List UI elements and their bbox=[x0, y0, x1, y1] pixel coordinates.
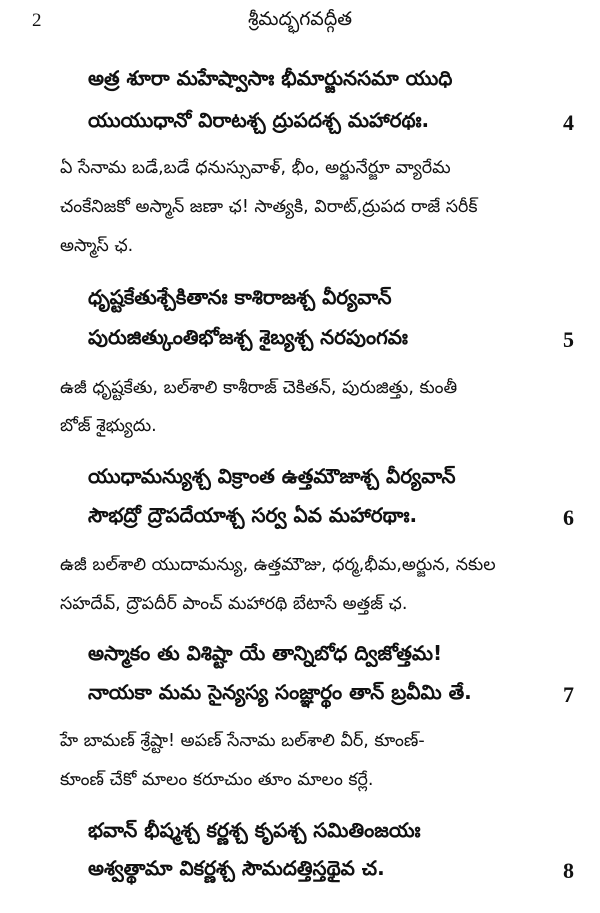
translation-line: బోజ్ శైభ్యుదు. bbox=[60, 416, 157, 436]
verse-number: 8 bbox=[563, 858, 574, 883]
sloka-line: భవాన్ భీష్మశ్చ కర్ణశ్చ కృపశ్చ సమితింజయః bbox=[88, 818, 421, 842]
sloka-line: ధృష్టకేతుశ్చేకితానః కాశిరాజశ్చ వీర్యవాన్ bbox=[88, 285, 392, 309]
translation-line: ఉజీ ధృష్టకేతు, బల్‌శాలి కాశీరాజ్ చెకితన్, పురుజిత్తు, కుంతీ bbox=[60, 378, 458, 398]
sloka-line: అస్మాకం తు విశిష్టా యే తాన్నిబోధ ద్విజోత్తమ! bbox=[88, 641, 443, 665]
sloka-line: అశ్వత్థామా వికర్ణశ్చ సౌమదత్తిస్తథైవ చ. bbox=[88, 856, 385, 880]
page-number: 2 bbox=[32, 10, 42, 31]
verse-number: 5 bbox=[563, 327, 574, 352]
verse-number: 6 bbox=[563, 505, 574, 530]
translation-line: చంకేనిజకో అస్మాన్ జణా ఛ! సాత్యకి, విరాట్,ద్రుపద రాజే సరీక్ bbox=[60, 197, 478, 217]
translation-line: సహదేవ్, ద్రౌపదీర్ పాంచ్ మహారథి బేటాసే అత్తజ్ ఛ. bbox=[60, 594, 408, 614]
sloka-line: యుధామన్యుశ్చ విక్రాంత ఉత్తమౌజాశ్చ వీర్యవాన్ bbox=[88, 464, 456, 488]
verse-number: 7 bbox=[563, 682, 574, 707]
translation-line: అస్మాస్ ఛ. bbox=[60, 236, 134, 256]
verse-number: 4 bbox=[563, 110, 574, 135]
translation-line: కూంణ్ చేకో మాలం కరూచుం తూం మాలం కర్లే. bbox=[60, 770, 374, 790]
translation-line: ఏ సేనామ బడే,బడే ధనుస్సువాళ్, భీం, అర్జునేర్జూ వ్యారేమ bbox=[60, 158, 451, 178]
sloka-line: పురుజిత్కుంతిభోజశ్చ శైబ్యశ్చ నరపుంగవః bbox=[88, 325, 408, 349]
translation-line: ఉజీ బల్‌శాలి యుదామన్యు, ఉత్తమౌజు, ధర్మ,భీమ,అర్జున, నకుల bbox=[60, 555, 496, 575]
sloka-line: యుయుధానో విరాటశ్చ ద్రుపదశ్చ మహారథః. bbox=[88, 108, 430, 132]
translation-line: హే బామణ్ శ్రేష్టా! అపణ్ సేనామ బల్‌శాలి వీర్, కూంణ్- bbox=[60, 731, 425, 751]
sloka-line: సౌభద్రో ద్రౌపదేయాశ్చ సర్వ ఏవ మహారథాః. bbox=[88, 503, 418, 527]
sloka-line: అత్ర శూరా మహేష్వాసాః భీమార్జునసమా యుధి bbox=[88, 66, 453, 90]
sloka-line: నాయకా మమ సైన్యస్య సంజ్ఞార్థం తాన్ బ్రవీమి తే. bbox=[88, 680, 472, 704]
page-title: శ్రీమద్భగవద్గీత bbox=[247, 8, 353, 30]
